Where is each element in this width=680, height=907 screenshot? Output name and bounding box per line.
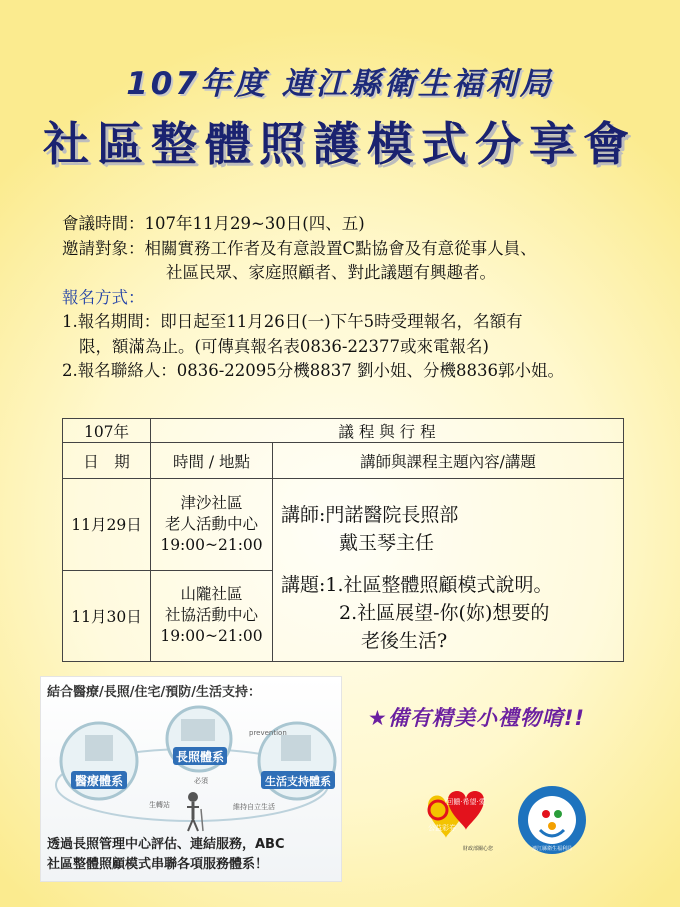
poster-bottom-line1: 透過長照管理中心評估、連結服務，ABC bbox=[47, 837, 285, 852]
signup-item2: 2.報名聯絡人：0836-22095分機8837 劉小姐、分機8836郭小姐。 bbox=[62, 361, 565, 380]
event-info bbox=[62, 212, 662, 384]
row1-place2: 老人活動中心 bbox=[164, 514, 258, 533]
signup-item1-line1: 1.報名期間：即日起至11月26日(一)下午5時受理報名，名額有 bbox=[62, 312, 523, 331]
charity-text2: 回饋·希望·愛 bbox=[446, 798, 486, 806]
row2-place2: 社協活動中心 bbox=[164, 606, 258, 625]
row2-place1: 山隴社區 bbox=[180, 585, 243, 604]
lottery-logo bbox=[408, 782, 500, 854]
label-prevention: prevention bbox=[249, 729, 287, 737]
label-care2: 必須 bbox=[194, 777, 208, 785]
col-date: 日 期 bbox=[63, 443, 151, 479]
label-care1: 生轉站 bbox=[149, 801, 170, 809]
charity-text1: 公益彩券 bbox=[428, 824, 456, 832]
row2-time: 19:00~21:00 bbox=[160, 627, 263, 646]
page-title-line1: 107年度 連江縣衛生福利局 bbox=[126, 66, 554, 102]
charity-text3: 財政部關心您 bbox=[462, 846, 494, 852]
poster-top-text: 結合醫療/長照/住宅/預防/生活支持： bbox=[47, 685, 261, 700]
col-time-place: 時間 / 地點 bbox=[151, 443, 273, 479]
meeting-time: 會議時間：107年11月29~30日(四、五) bbox=[62, 214, 365, 233]
topic-line2: 2.社區展望-你(妳)想要的 bbox=[339, 602, 550, 624]
row2-date: 11月30日 bbox=[63, 570, 151, 662]
table-row bbox=[63, 479, 624, 571]
speaker-line2: 戴玉琴主任 bbox=[339, 532, 435, 554]
agenda-title: 議 程 與 行 程 bbox=[151, 419, 624, 443]
signup-heading: 報名方式： bbox=[62, 287, 145, 307]
topic-line1: 講題:1.社區整體照顧模式說明。 bbox=[281, 574, 553, 596]
row1-place bbox=[151, 479, 273, 571]
health-bureau-logo bbox=[516, 784, 588, 856]
label-life: 生活支持體系 bbox=[265, 775, 331, 788]
topic-cell bbox=[273, 479, 624, 662]
label-ltc: 長照體系 bbox=[175, 750, 225, 764]
row2-place bbox=[151, 570, 273, 662]
signup-item1-line2: 限，額滿為止。(可傳真報名表0836-22377或來電報名) bbox=[79, 336, 489, 356]
row1-date: 11月29日 bbox=[63, 479, 151, 571]
label-care3: 維持自立生活 bbox=[233, 803, 275, 811]
schedule-table bbox=[62, 418, 624, 662]
invite-line2: 社區民眾、家庭照顧者、對此議題有興趣者。 bbox=[166, 263, 496, 282]
label-medical: 醫療體系 bbox=[74, 774, 124, 788]
gift-notice: ★備有精美小禮物唷!! bbox=[368, 706, 585, 730]
care-system-poster bbox=[40, 676, 342, 882]
year-cell: 107年 bbox=[63, 419, 151, 443]
bureau-text: 連江縣衛生福利局 bbox=[531, 846, 573, 852]
col-content: 講師與課程主題內容/講題 bbox=[273, 443, 624, 479]
row1-place1: 津沙社區 bbox=[180, 493, 243, 512]
invite-line1: 邀請對象：相關實務工作者及有意設置C點協會及有意從事人員、 bbox=[62, 238, 537, 258]
row1-time: 19:00~21:00 bbox=[160, 535, 263, 554]
poster-bottom-text bbox=[47, 835, 285, 875]
page-title-line2: 社區整體照護模式分享會 bbox=[43, 117, 637, 171]
poster-bottom-line2: 社區整體照顧模式串聯各項服務體系！ bbox=[47, 857, 269, 872]
topic-line3: 老後生活? bbox=[361, 630, 448, 652]
care-system-illustration bbox=[41, 701, 343, 833]
speaker-line1: 講師:門諾醫院長照部 bbox=[281, 504, 459, 526]
